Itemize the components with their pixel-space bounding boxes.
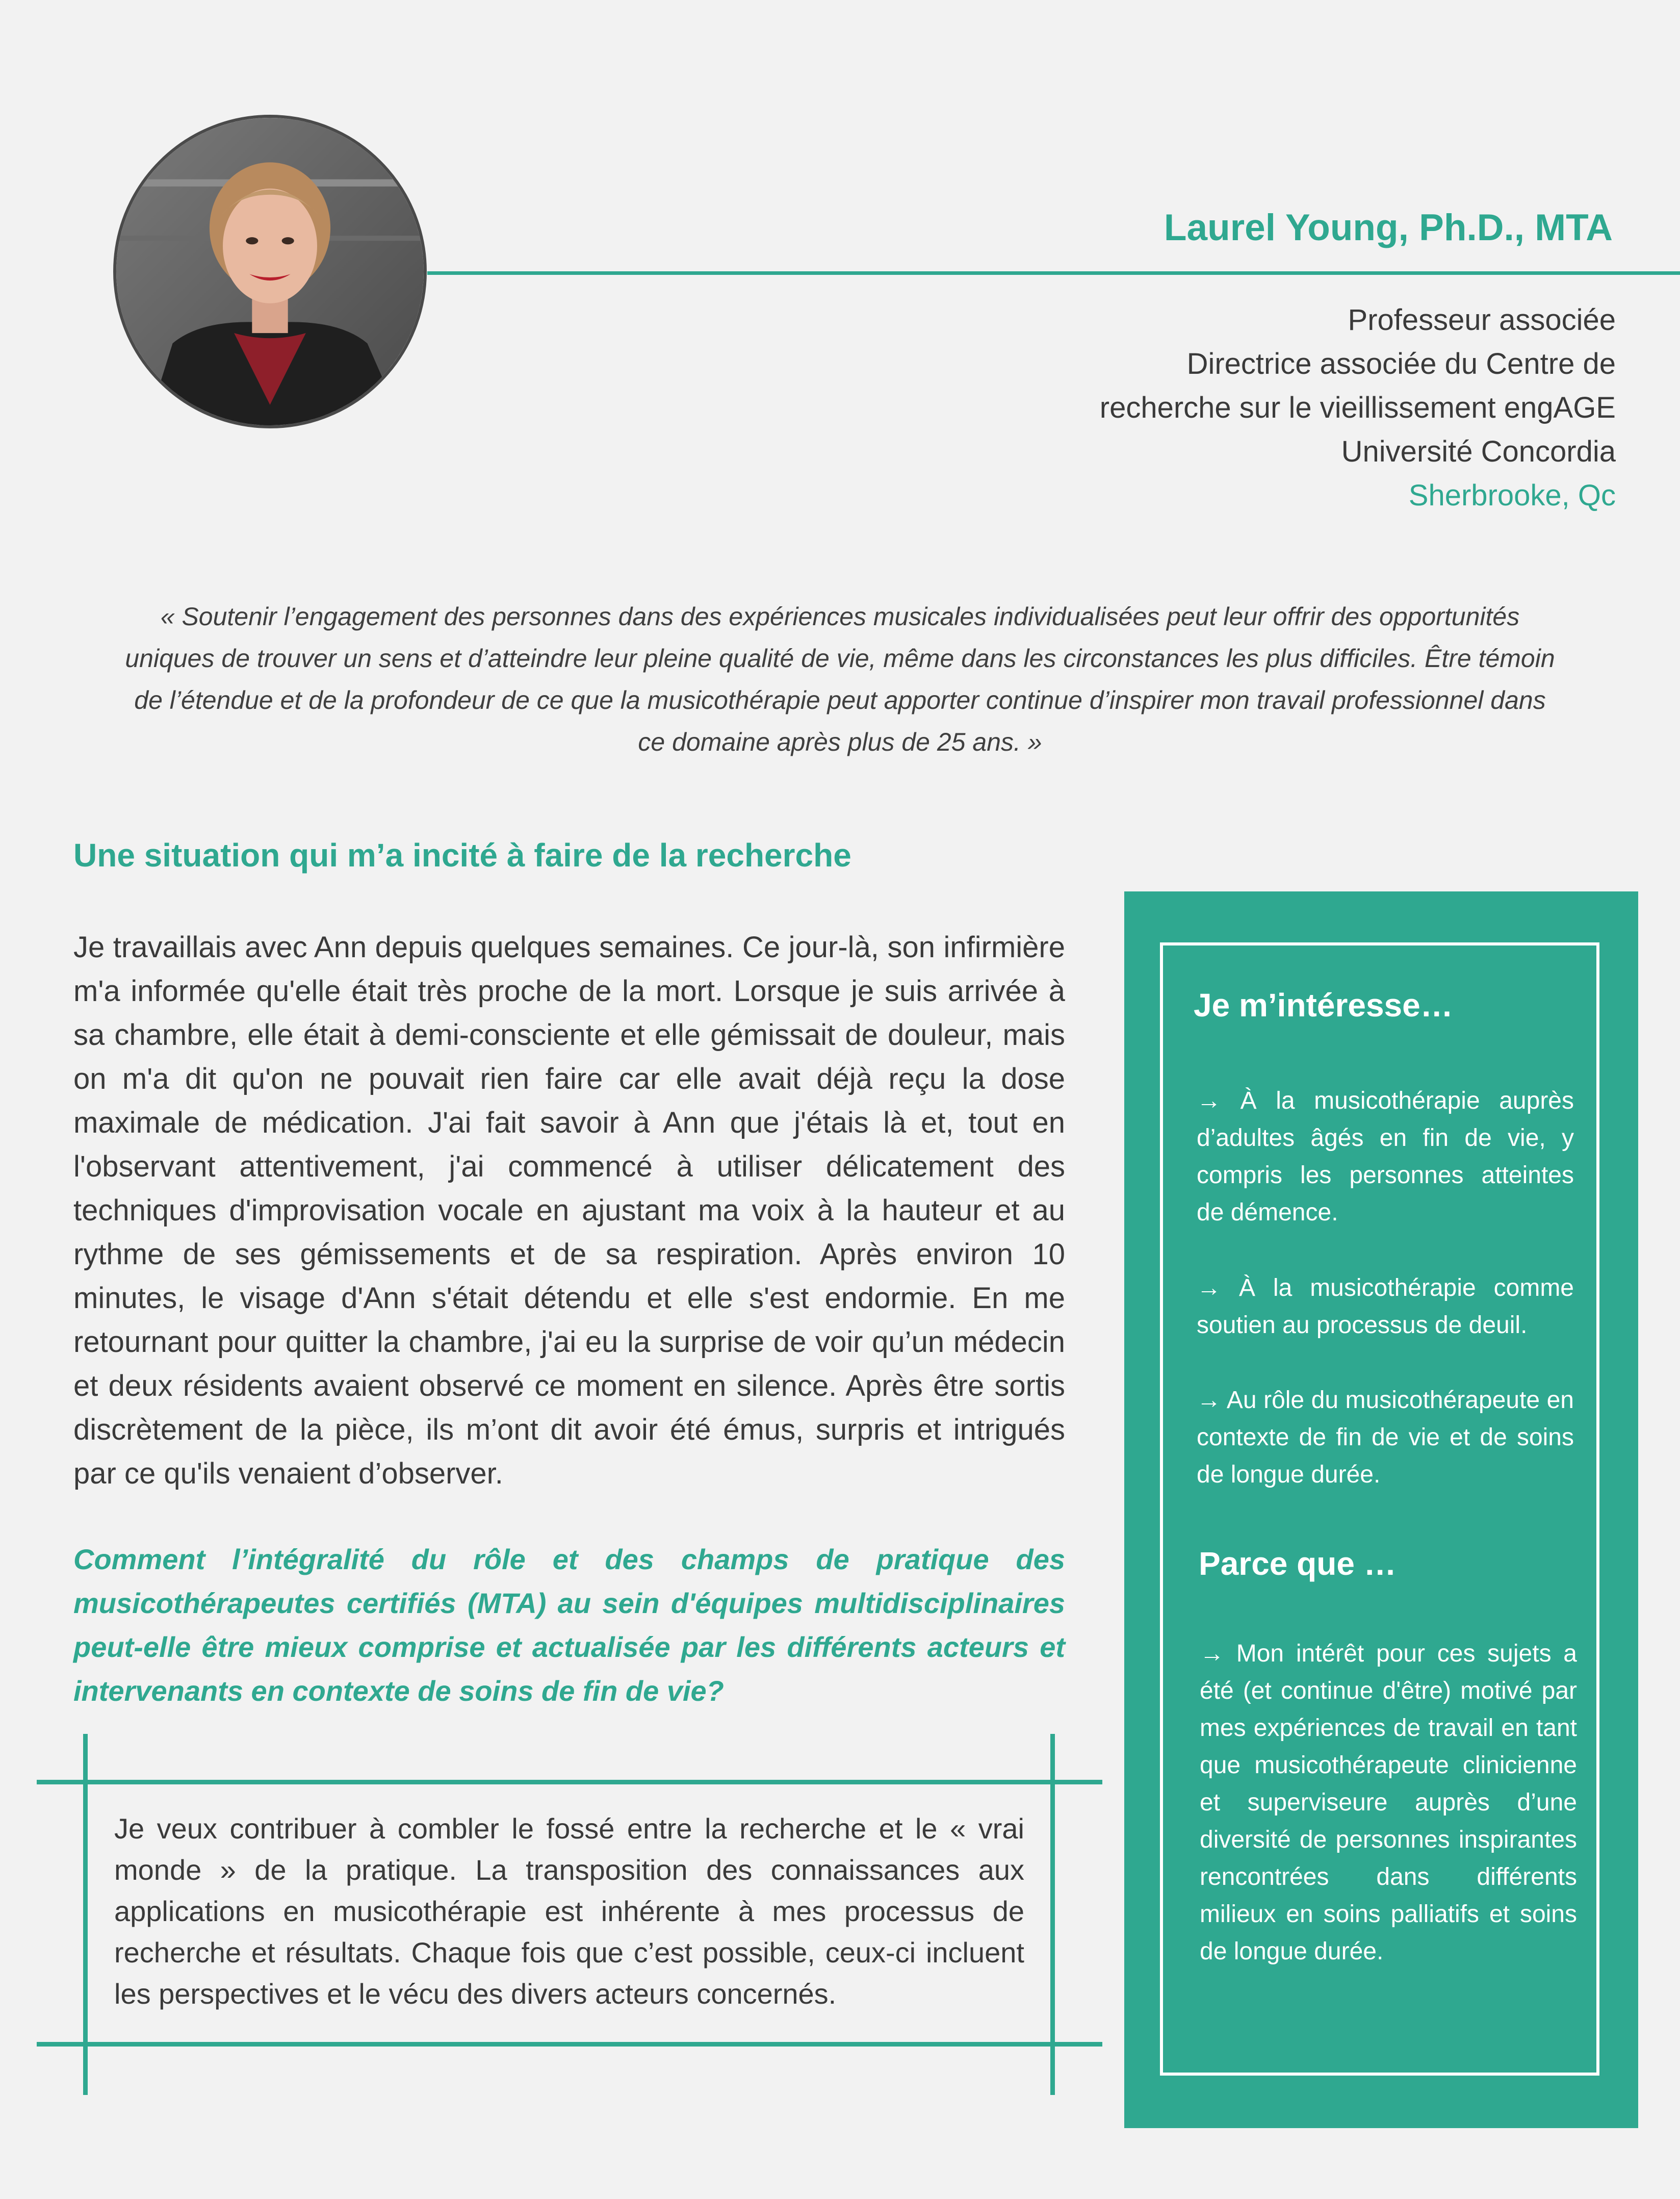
title-line: Professeur associée: [1348, 303, 1616, 337]
frame-line-right: [1050, 1734, 1055, 2095]
story-paragraph: Je travaillais avec Ann depuis quelques semaines. Ce jour-là, son infirmière m'a informée qu'elle était très proche de la mort. Lorsque je suis arrivée à sa chambre, elle était à demi-consciente et elle gémissait de douleur, mais on m'a dit qu'on ne pouvait rien faire car elle avait déjà reçu la dose maximale de médication. J'ai fait savoir à Ann que j'étais là et, tout en l'observant attentivement, j'ai commencé à utiliser délicatement des techniques d'improvisation vocale en ajustant ma voix à la hauteur et au rythme de ses gémissements et de sa respiration. Après environ 10 minutes, le visage d'Ann s'était détendu et elle s'est endormie. En me retournant pour quitter la chambre, j'ai eu la surprise de voir qu’un médecin et deux résidents avaient observé ce moment en silence. Après être sortis discrètement de la pièce, ils m’ont dit avoir été émus, surpris et intrigués par ce qu'ils venaient d’observer.: [73, 931, 1065, 1490]
location: Sherbrooke, Qc: [1408, 479, 1616, 512]
frame-line-top: [37, 1780, 1102, 1784]
interest-item: → À la musicothérapie auprès d’adultes âgés en fin de vie, y compris les personnes atteintes de démence.: [1197, 1087, 1574, 1226]
sidebar-panel: [1124, 891, 1638, 2128]
because-title: Parce que …: [1199, 1545, 1397, 1582]
header-divider: [427, 271, 1680, 275]
statement-paragraph: Je veux contribuer à combler le fossé entre la recherche et le « vrai monde » de la pratique. La transposition des connaissances aux applications en musicothérapie est inhérente à mes processus de recherche et résultats. Chaque fois que c’est possible, ceux-ci incluent les perspectives et le vécu des divers acteurs concernés.: [114, 1812, 1024, 2010]
person-titles: [1100, 298, 1616, 518]
profile-photo: [113, 115, 427, 428]
person-name: Laurel Young, Ph.D., MTA: [1164, 207, 1613, 248]
section-title: Une situation qui m’a incité à faire de la recherche: [73, 837, 851, 874]
quote: « Soutenir l’engagement des personnes dans des expériences musicales individualisées peut leur offrir des opportunités uniques de trouver un sens et d’atteindre leur pleine qualité de vie, même dans les circonstances les plus difficiles. Être témoin de l’étendue et de la profondeur de ce que la musicothérapie peut apporter continue d’inspirer mon travail professionnel dans ce domaine après plus de 25 ans. »: [125, 602, 1555, 756]
frame-line-left: [83, 1734, 88, 2095]
research-question: Comment l’intégralité du rôle et des champs de pratique des musicothérapeutes certifiés (MTA) au sein d'équipes multidisciplinaires peut-elle être mieux comprise et actualisée par les différents acteurs et intervenants en contexte de soins de fin de vie?: [73, 1543, 1065, 1707]
frame-line-bottom: [37, 2042, 1102, 2047]
interests-title: Je m’intéresse…: [1194, 987, 1453, 1024]
title-line: recherche sur le vieillissement engAGE: [1099, 391, 1616, 424]
because-text: → Mon intérêt pour ces sujets a été (et continue d'être) motivé par mes expériences de travail en tant que musicothérapeute clinicienne et superviseure auprès d’une diversité de personnes inspirantes rencontrées dans différents milieux en soins palliatifs et soins de longue durée.: [1200, 1640, 1577, 1965]
interest-item: → Au rôle du musicothérapeute en contexte de fin de vie et de soins de longue durée.: [1197, 1387, 1574, 1488]
interest-item: → À la musicothérapie comme soutien au processus de deuil.: [1197, 1274, 1574, 1339]
sidebar-frame: [1160, 942, 1599, 2076]
title-line: Université Concordia: [1341, 435, 1616, 468]
title-line: Directrice associée du Centre de: [1186, 347, 1616, 380]
